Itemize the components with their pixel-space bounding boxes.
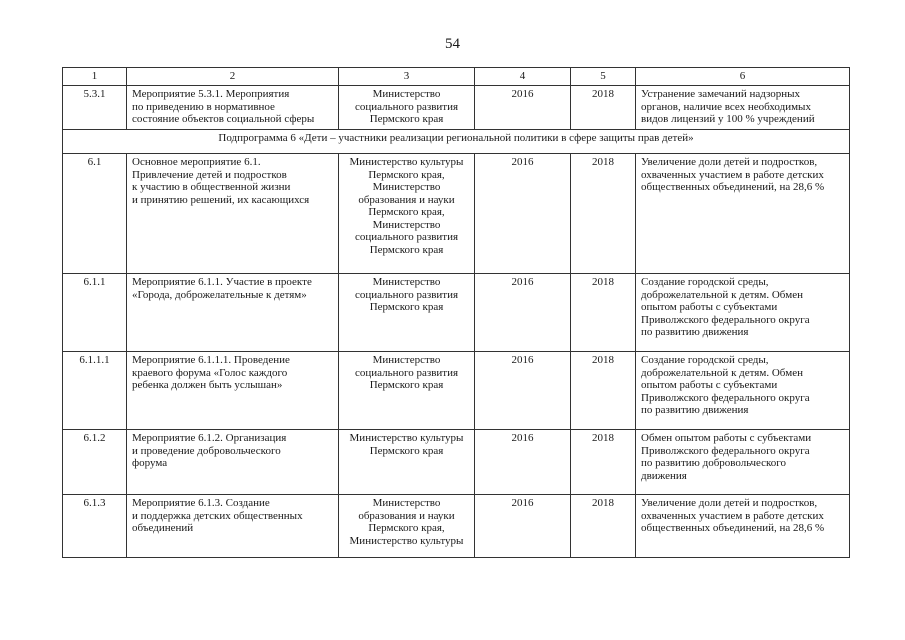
start-year: 2016	[475, 86, 571, 130]
expected-result: Обмен опытом работы с субъектами Приволжского федерального округа по развитию добровольческого движения	[636, 430, 850, 495]
event-name: Основное мероприятие 6.1. Привлечение детей и подростков к участию в общественной жизни и принятию решений, их касающихся	[127, 154, 339, 274]
event-name: Мероприятие 6.1.1.1. Проведение краевого форума «Голос каждого ребенка должен быть услышан»	[127, 352, 339, 430]
event-name: Мероприятие 6.1.3. Создание и поддержка детских общественных объединений	[127, 495, 339, 558]
row-number: 6.1.2	[63, 430, 127, 495]
expected-result: Увеличение доли детей и подростков, охваченных участием в работе детских общественных объединений, на 28,6 %	[636, 154, 850, 274]
expected-result: Создание городской среды, доброжелательной к детям. Обмен опытом работы с субъектами Приволжского федерального округа по развитию движения	[636, 352, 850, 430]
event-name: Мероприятие 6.1.2. Организация и проведение добровольческого форума	[127, 430, 339, 495]
expected-result: Устранение замечаний надзорных органов, наличие всех необходимых видов лицензий у 100 % учреждений	[636, 86, 850, 130]
executor: Министерство социального развития Пермского края	[339, 274, 475, 352]
end-year: 2018	[571, 86, 636, 130]
row-number: 6.1.1	[63, 274, 127, 352]
row-number: 6.1	[63, 154, 127, 274]
column-header: 4	[475, 68, 571, 86]
table-row	[63, 352, 850, 430]
expected-result: Увеличение доли детей и подростков, охваченных участием в работе детских общественных объединений, на 28,6 %	[636, 495, 850, 558]
row-number: 6.1.3	[63, 495, 127, 558]
table-row	[63, 274, 850, 352]
end-year: 2018	[571, 352, 636, 430]
end-year: 2018	[571, 154, 636, 274]
executor: Министерство культуры Пермского края, Министерство образования и науки Пермского края, Министерство социального развития Пермского края	[339, 154, 475, 274]
end-year: 2018	[571, 430, 636, 495]
event-name: Мероприятие 5.3.1. Мероприятия по приведению в нормативное состояние объектов социальной сферы	[127, 86, 339, 130]
subprogram-row	[63, 130, 850, 154]
expected-result: Создание городской среды, доброжелательной к детям. Обмен опытом работы с субъектами Приволжского федерального округа по развитию движения	[636, 274, 850, 352]
executor: Министерство социального развития Пермского края	[339, 86, 475, 130]
end-year: 2018	[571, 495, 636, 558]
subprogram-title: Подпрограмма 6 «Дети – участники реализации региональной политики в сфере защиты прав детей»	[63, 130, 850, 154]
executor: Министерство культуры Пермского края	[339, 430, 475, 495]
executor: Министерство образования и науки Пермского края, Министерство культуры	[339, 495, 475, 558]
row-number: 5.3.1	[63, 86, 127, 130]
program-table	[62, 67, 850, 558]
table-row	[63, 495, 850, 558]
table-row	[63, 86, 850, 130]
column-header: 2	[127, 68, 339, 86]
table-row	[63, 430, 850, 495]
row-number: 6.1.1.1	[63, 352, 127, 430]
start-year: 2016	[475, 154, 571, 274]
end-year: 2018	[571, 274, 636, 352]
start-year: 2016	[475, 430, 571, 495]
event-name: Мероприятие 6.1.1. Участие в проекте «Города, доброжелательные к детям»	[127, 274, 339, 352]
column-header: 6	[636, 68, 850, 86]
start-year: 2016	[475, 495, 571, 558]
column-header: 5	[571, 68, 636, 86]
start-year: 2016	[475, 274, 571, 352]
page-number: 54	[445, 36, 460, 52]
column-header: 1	[63, 68, 127, 86]
executor: Министерство социального развития Пермского края	[339, 352, 475, 430]
start-year: 2016	[475, 352, 571, 430]
column-header: 3	[339, 68, 475, 86]
table-row	[63, 154, 850, 274]
column-number-header	[63, 68, 850, 86]
